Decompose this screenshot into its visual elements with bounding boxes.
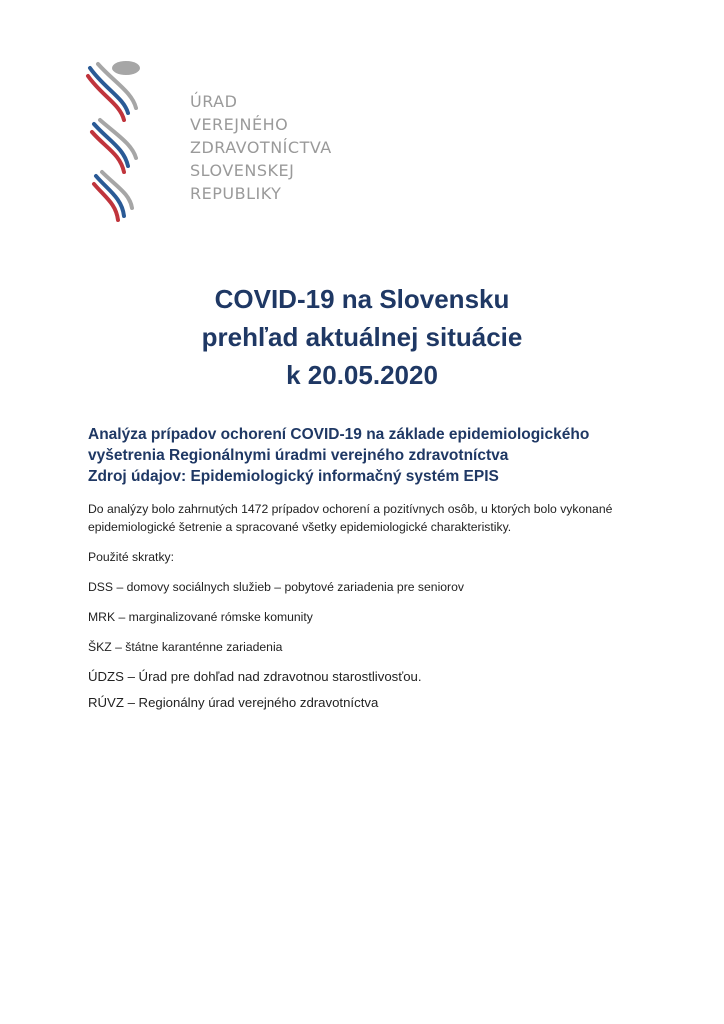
abbreviation-item: DSS – domovy sociálnych služieb – pobytové zariadenia pre seniorov bbox=[88, 580, 464, 594]
abbreviation-item: ÚDZS – Úrad pre dohľad nad zdravotnou starostlivosťou. bbox=[88, 669, 422, 684]
title-line: COVID-19 na Slovensku bbox=[214, 284, 510, 314]
title-date: k 20.05.2020 bbox=[286, 360, 438, 390]
abbreviations-heading: Použité skratky: bbox=[88, 550, 175, 564]
logo-line: ZDRAVOTNÍCTVA bbox=[190, 138, 332, 157]
logo-emblem-icon bbox=[84, 58, 184, 226]
subtitle-line: Analýza prípadov ochorení COVID-19 na základe epidemiologického bbox=[88, 426, 590, 443]
subtitle-line: vyšetrenia Regionálnymi úradmi verejného zdravotníctva bbox=[88, 447, 509, 464]
abbreviation-item: RÚVZ – Regionálny úrad verejného zdravotníctva bbox=[88, 695, 379, 710]
title-line: prehľad aktuálnej situácie bbox=[201, 322, 523, 352]
page-title bbox=[0, 280, 724, 394]
logo-line: REPUBLIKY bbox=[190, 184, 282, 203]
document-body bbox=[88, 500, 648, 720]
abbreviation-item: ŠKZ – štátne karanténne zariadenia bbox=[88, 640, 283, 654]
logo-line: ÚRAD bbox=[190, 92, 238, 111]
logo-text bbox=[190, 90, 332, 205]
logo-line: SLOVENSKEJ bbox=[190, 161, 295, 180]
abbreviation-item: MRK – marginalizované rómske komunity bbox=[88, 610, 313, 624]
intro-paragraph: Do analýzy bolo zahrnutých 1472 prípadov ochorení a pozitívnych osôb, u ktorých bolo vykonané epidemiologické šetrenie a spracované všetky epidemiologické charakteristiky. bbox=[88, 502, 613, 534]
source-line: Zdroj údajov: Epidemiologický informačný systém EPIS bbox=[88, 468, 499, 485]
subtitle bbox=[88, 424, 589, 487]
logo-line: VEREJNÉHO bbox=[190, 115, 289, 134]
